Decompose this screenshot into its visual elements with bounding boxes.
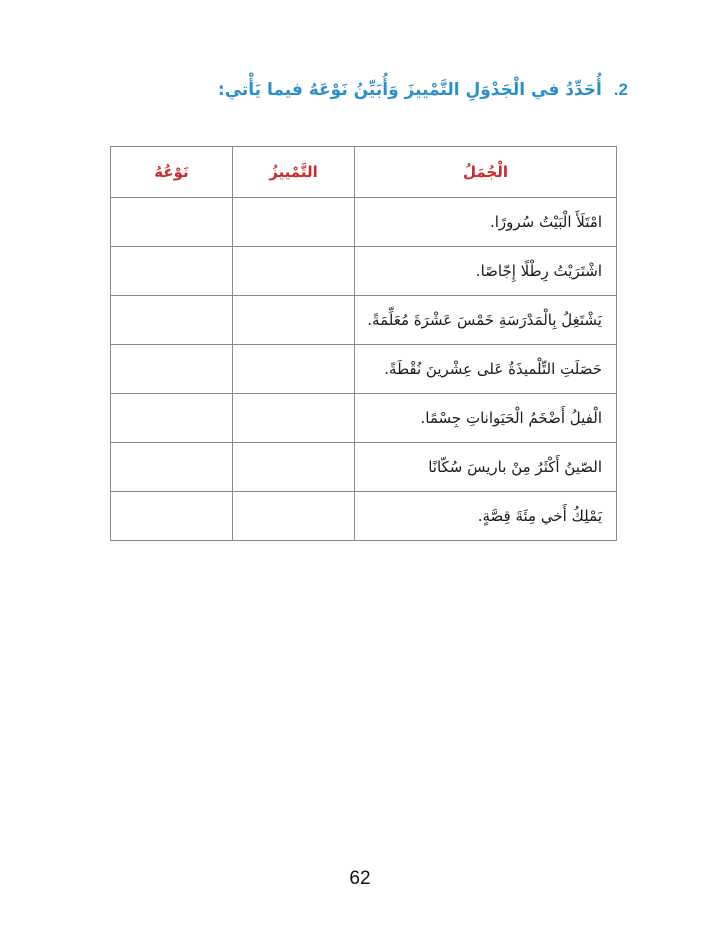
type-answer-cell[interactable] — [111, 198, 233, 247]
table-row — [111, 247, 617, 296]
table-row — [111, 394, 617, 443]
sentence-cell: امْتَلَأَ الْبَيْتُ سُرورًا. — [355, 198, 617, 247]
question-prompt — [218, 80, 628, 100]
sentence-cell: اشْتَرَيْتُ رِطْلًا إِجّاصًا. — [355, 247, 617, 296]
table-row — [111, 492, 617, 541]
table-row — [111, 198, 617, 247]
sentence-cell: الْفيلُ أَضْخَمُ الْحَيَواناتِ جِسْمًا. — [355, 394, 617, 443]
tamyiz-answer-cell[interactable] — [233, 394, 355, 443]
tamyiz-answer-cell[interactable] — [233, 345, 355, 394]
header-sentences: الْجُمَلُ — [355, 147, 617, 198]
header-type: نَوْعُهُ — [111, 147, 233, 198]
tamyiz-answer-cell[interactable] — [233, 198, 355, 247]
table-row — [111, 443, 617, 492]
table-header-row — [111, 147, 617, 198]
tamyiz-answer-cell[interactable] — [233, 296, 355, 345]
question-number: 2. — [613, 80, 628, 99]
type-answer-cell[interactable] — [111, 345, 233, 394]
page-number: 62 — [349, 868, 371, 889]
sentence-cell: حَصَلَتِ التِّلْميذَةُ عَلى عِشْرينَ نُقْطَةً. — [355, 345, 617, 394]
type-answer-cell[interactable] — [111, 247, 233, 296]
question-text: أُحَدِّدُ في الْجَدْوَلِ التَّمْييزَ وَأُبَيِّنُ نَوْعَهُ فيما يَأْتي: — [217, 80, 602, 100]
type-answer-cell[interactable] — [111, 296, 233, 345]
type-answer-cell[interactable] — [111, 492, 233, 541]
table-row — [111, 296, 617, 345]
tamyiz-table — [110, 146, 617, 541]
tamyiz-answer-cell[interactable] — [233, 247, 355, 296]
sentence-cell: يَشْتَغِلُ بِالْمَدْرَسَةِ خَمْسَ عَشْرَةَ مُعَلِّمَةً. — [355, 296, 617, 345]
sentence-cell: يَمْلِكُ أَخي مِئَةَ قِصَّةٍ. — [355, 492, 617, 541]
type-answer-cell[interactable] — [111, 394, 233, 443]
sentence-cell: الصّينُ أَكْثَرُ مِنْ باريسَ سُكّانًا — [355, 443, 617, 492]
type-answer-cell[interactable] — [111, 443, 233, 492]
tamyiz-answer-cell[interactable] — [233, 492, 355, 541]
tamyiz-answer-cell[interactable] — [233, 443, 355, 492]
header-tamyiz: التَّمْييزُ — [233, 147, 355, 198]
table-row — [111, 345, 617, 394]
